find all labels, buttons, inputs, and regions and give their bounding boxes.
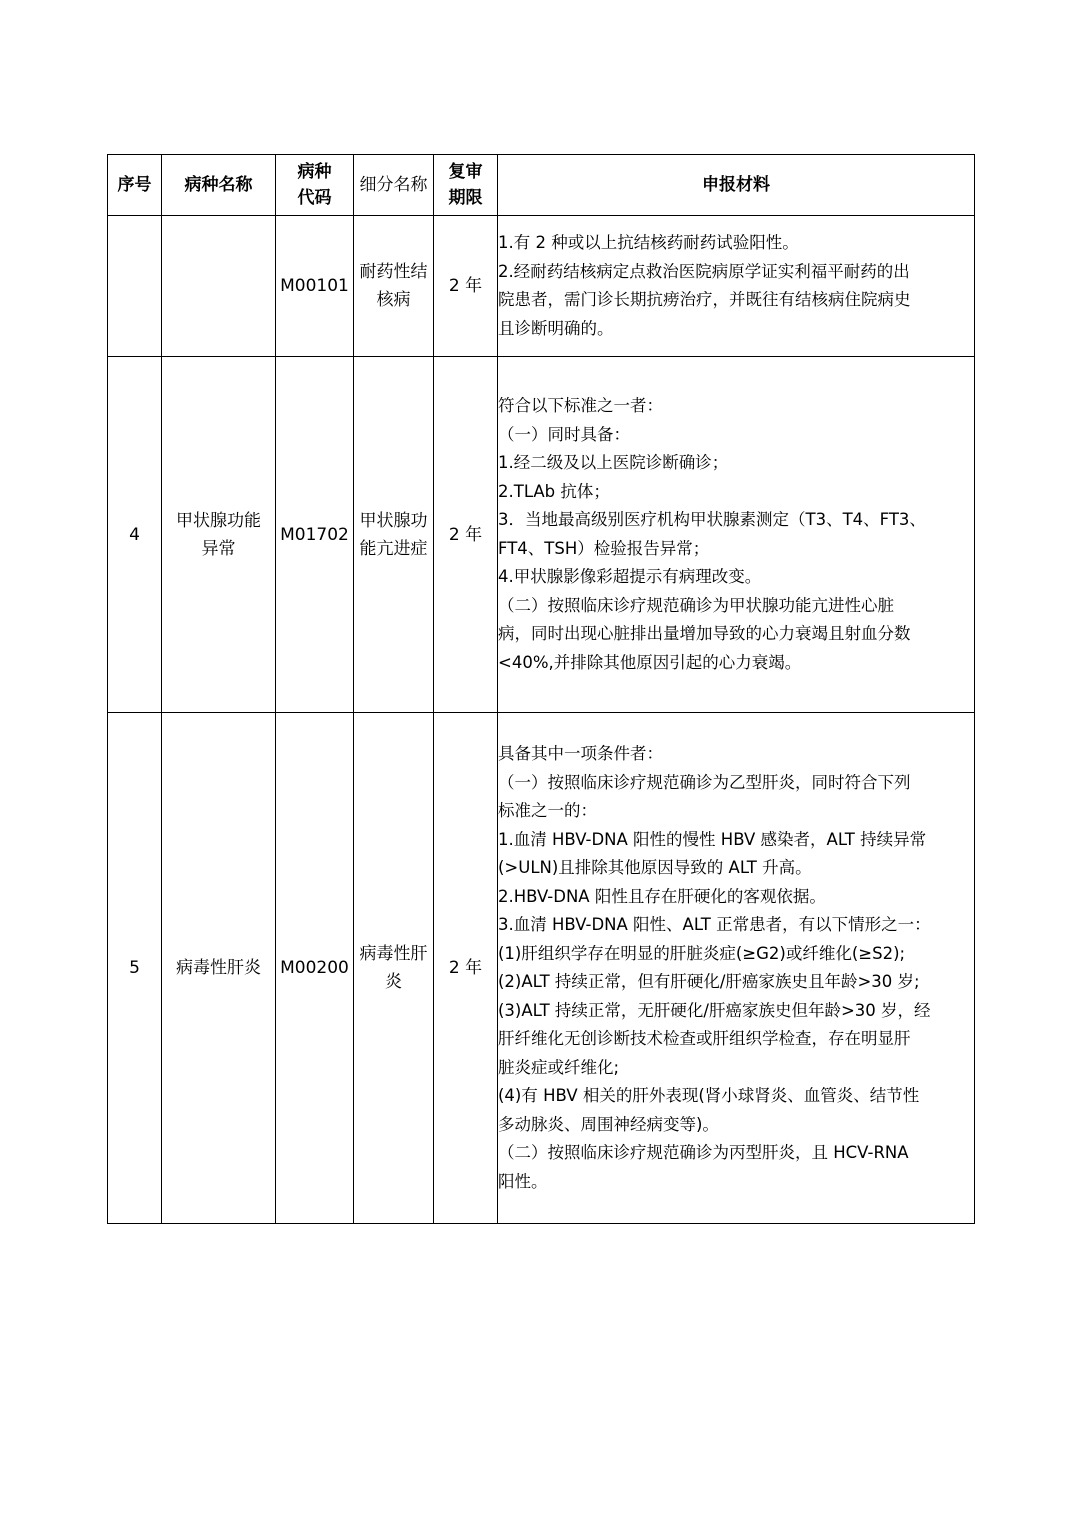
materials-line: （一）同时具备： xyxy=(498,424,630,444)
materials-line: 院患者，需门诊长期抗痨治疗，并既往有结核病住院病史 xyxy=(498,290,911,309)
materials-line: 2.TLAb 抗体； xyxy=(498,481,610,501)
cell-review: 2 年 xyxy=(434,713,498,1224)
materials-line: 3．当地最高级别医疗机构甲状腺素测定（T3、T4、FT3、 xyxy=(498,510,926,529)
table-row xyxy=(108,357,975,713)
cell-sub-name xyxy=(354,357,434,713)
materials-line: 多动脉炎、周围神经病变等)。 xyxy=(498,1114,719,1134)
sub-name-line: 甲状腺功 xyxy=(359,510,428,531)
cell-disease-name xyxy=(162,216,276,357)
materials-line: 1.血清 HBV-DNA 阳性的慢性 HBV 感染者，ALT 持续异常 xyxy=(498,829,927,849)
materials-line: （二）按照临床诊疗规范确诊为丙型肝炎，且 HCV-RNA xyxy=(498,1143,909,1162)
materials-line: 且诊断明确的。 xyxy=(498,318,614,338)
materials-line: (3)ALT 持续正常，无肝硬化/肝癌家族史但年龄>30 岁，经 xyxy=(498,1000,931,1020)
materials-line: （二）按照临床诊疗规范确诊为甲状腺功能亢进性心脏 xyxy=(498,595,894,615)
table-row xyxy=(108,216,975,357)
materials-line: 1.经二级及以上医院诊断确诊； xyxy=(498,453,729,472)
cell-seq: 4 xyxy=(108,357,162,713)
cell-review: 2 年 xyxy=(434,357,498,713)
header-review-line1: 复审 xyxy=(448,162,483,182)
cell-materials xyxy=(498,713,975,1224)
sub-name-line: 炎 xyxy=(385,972,402,992)
materials-line: 4.甲状腺影像彩超提示有病理改变。 xyxy=(498,567,762,586)
cell-seq: 5 xyxy=(108,713,162,1224)
materials-line: <40%,并排除其他原因引起的心力衰竭。 xyxy=(498,652,802,672)
table-row xyxy=(108,713,975,1224)
materials-line: 2.HBV-DNA 阳性且存在肝硬化的客观依据。 xyxy=(498,886,826,906)
disease-name-line: 病毒性肝炎 xyxy=(176,958,261,978)
materials-line: 阳性。 xyxy=(498,1171,548,1191)
cell-code: M00200 xyxy=(276,713,354,1224)
materials-line: FT4、TSH）检验报告异常； xyxy=(498,538,710,558)
cell-seq xyxy=(108,216,162,357)
header-sub-name: 细分名称 xyxy=(354,155,434,216)
sub-name-line: 病毒性肝 xyxy=(359,944,428,964)
disease-name-line: 甲状腺功能 xyxy=(176,510,261,531)
materials-line: 病，同时出现心脏排出量增加导致的心力衰竭且射血分数 xyxy=(498,624,911,643)
cell-materials xyxy=(498,216,975,357)
disease-name-line: 异常 xyxy=(201,538,236,559)
materials-line: (2)ALT 持续正常，但有肝硬化/肝癌家族史且年龄>30 岁; xyxy=(498,972,920,991)
header-materials: 申报材料 xyxy=(498,155,975,216)
cell-materials xyxy=(498,357,975,713)
materials-line: 符合以下标准之一者： xyxy=(498,396,663,415)
materials-line: 具备其中一项条件者： xyxy=(498,744,663,763)
materials-line: 2.经耐药结核病定点救治医院病原学证实利福平耐药的出 xyxy=(498,261,910,281)
cell-code: M00101 xyxy=(276,216,354,357)
materials-line: (1)肝组织学存在明显的肝脏炎症(≥G2)或纤维化(≥S2); xyxy=(498,943,906,963)
header-seq: 序号 xyxy=(108,155,162,216)
cell-disease-name xyxy=(162,713,276,1224)
cell-sub-name xyxy=(354,216,434,357)
materials-line: (4)有 HBV 相关的肝外表现(肾小球肾炎、血管炎、结节性 xyxy=(498,1086,920,1105)
header-disease-name: 病种名称 xyxy=(162,155,276,216)
header-disease-code xyxy=(276,155,354,216)
materials-line: （一）按照临床诊疗规范确诊为乙型肝炎，同时符合下列 xyxy=(498,772,911,792)
cell-disease-name xyxy=(162,357,276,713)
materials-line: 3.血清 HBV-DNA 阳性、ALT 正常患者，有以下情形之一： xyxy=(498,915,931,934)
cell-review: 2 年 xyxy=(434,216,498,357)
materials-line: 脏炎症或纤维化; xyxy=(498,1057,620,1077)
header-review-line2: 期限 xyxy=(448,188,483,208)
materials-line: 1.有 2 种或以上抗结核药耐药试验阳性。 xyxy=(498,233,799,252)
sub-name-line: 核病 xyxy=(376,290,411,310)
header-review-period xyxy=(434,155,498,216)
materials-line: 肝纤维化无创诊断技术检查或肝组织学检查，存在明显肝 xyxy=(498,1029,911,1048)
materials-line: 标准之一的： xyxy=(498,801,597,820)
header-row xyxy=(108,155,975,216)
cell-sub-name xyxy=(354,713,434,1224)
cell-code: M01702 xyxy=(276,357,354,713)
sub-name-line: 耐药性结 xyxy=(359,262,428,282)
materials-line: (>ULN)且排除其他原因导致的 ALT 升高。 xyxy=(498,858,812,877)
disease-table xyxy=(107,154,975,1224)
sub-name-line: 能亢进症 xyxy=(359,538,428,559)
header-disease-code-line1: 病种 xyxy=(297,162,332,182)
header-disease-code-line2: 代码 xyxy=(297,188,332,208)
